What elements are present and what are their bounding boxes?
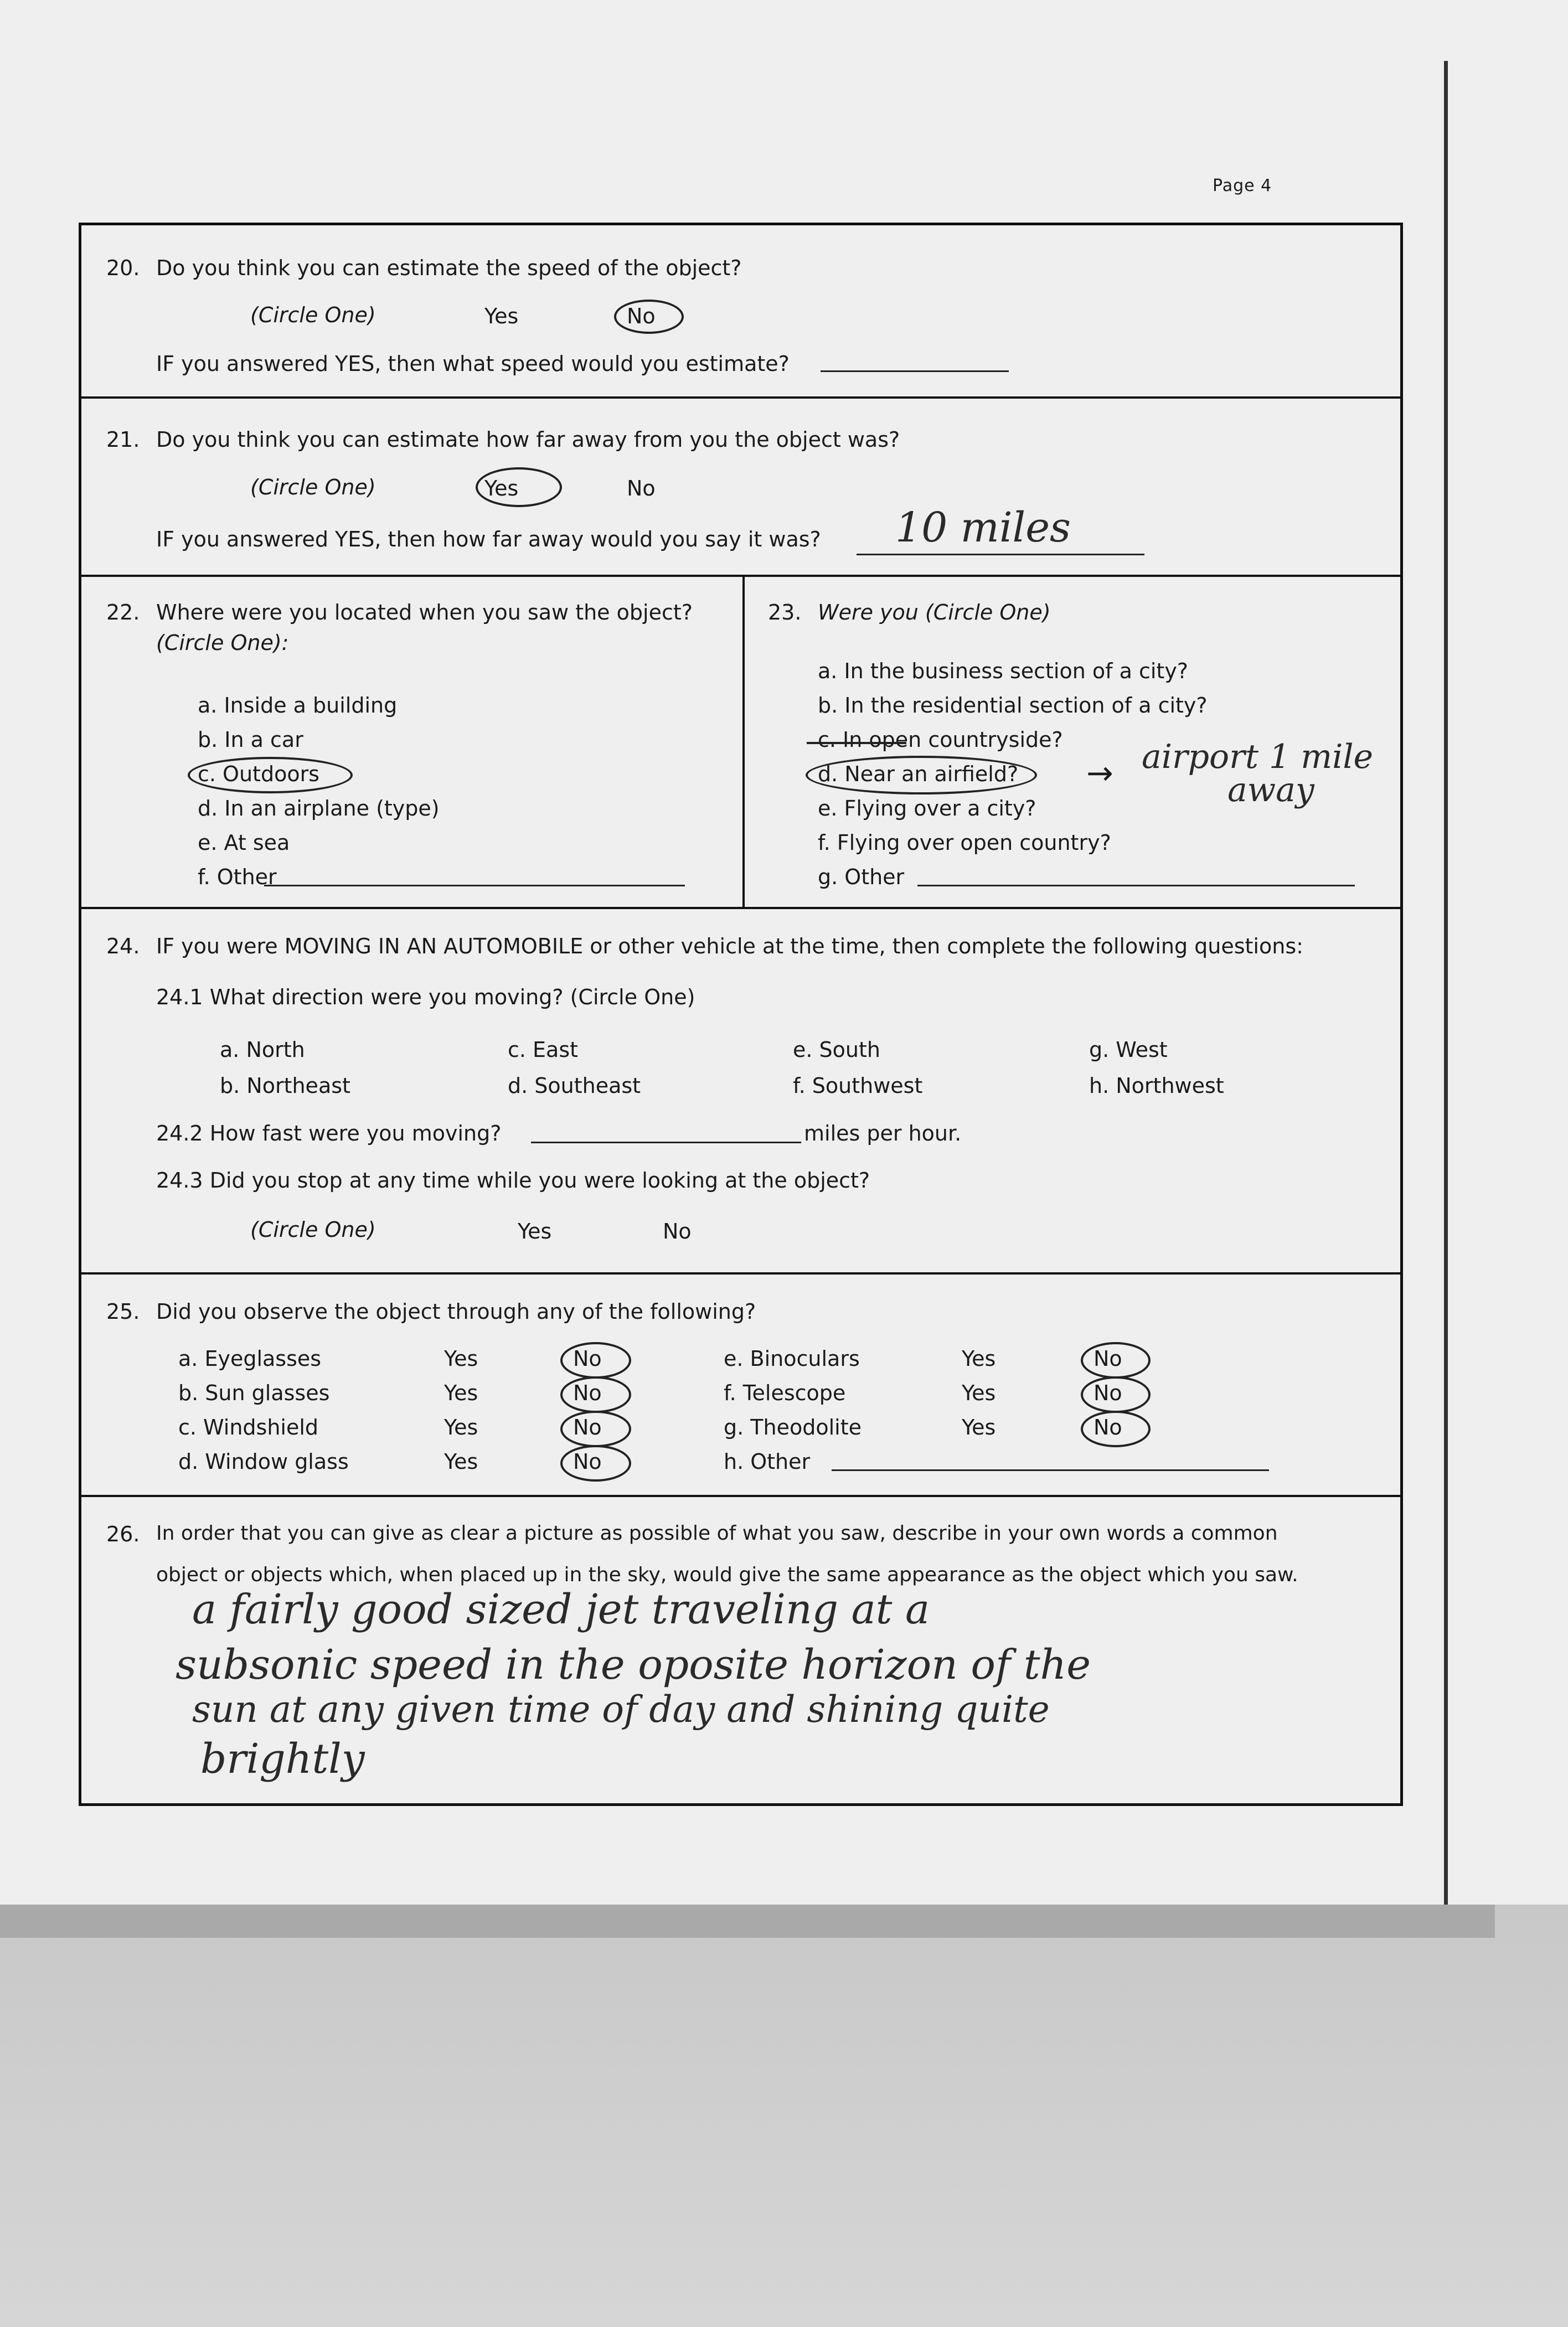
q24-intro: IF you were MOVING IN AN AUTOMOBILE or other vehicle at the time, then complete the following questions: [156, 934, 1303, 958]
q25-other: h. Other [724, 1449, 811, 1474]
q20-speed-field[interactable] [821, 370, 1009, 372]
q25-a-no-circle [560, 1342, 631, 1379]
q25-f-no-circle [1081, 1376, 1151, 1413]
question-26 [81, 1497, 1400, 1803]
q25-g-no[interactable]: No [1094, 1415, 1122, 1439]
q24-direction-south[interactable]: e. South [793, 1038, 880, 1062]
question-24 [81, 909, 1400, 1275]
q25-telescope: f. Telescope [724, 1381, 846, 1405]
q24-direction-southwest[interactable]: f. Southwest [793, 1074, 923, 1098]
q24-2-speed-field[interactable] [531, 1142, 801, 1143]
q21-yes-circle [476, 467, 562, 507]
q24-direction-southeast[interactable]: d. Southeast [508, 1074, 641, 1098]
q21-number: 21. [106, 427, 140, 452]
q24-number: 24. [106, 934, 140, 958]
q26-answer-line3: sun at any given time of day and shining quite [192, 1688, 1050, 1731]
scan-background [0, 1905, 1568, 2327]
q24-direction-west[interactable]: g. West [1089, 1038, 1168, 1062]
q25-number: 25. [106, 1299, 140, 1324]
q25-question: Did you observe the object through any of the following? [156, 1299, 756, 1324]
q25-g-no-circle [1081, 1411, 1151, 1447]
q20-no[interactable]: No [627, 304, 656, 328]
q20-yes[interactable]: Yes [484, 304, 519, 328]
q23-note-line2: away [1227, 771, 1314, 809]
q25-a-yes[interactable]: Yes [444, 1346, 478, 1371]
q22-number: 22. [106, 600, 140, 625]
q22-question: Where were you located when you saw the object? [156, 600, 693, 625]
q24-3-question: 24.3 Did you stop at any time while you were looking at the object? [156, 1168, 870, 1193]
q23-option-d-circle [806, 756, 1037, 794]
q23-option-c-strike [807, 742, 906, 744]
q23-option-e[interactable]: e. Flying over a city? [818, 796, 1036, 821]
question-21 [81, 399, 1400, 577]
column-divider [742, 577, 745, 907]
page-label: Page 4 [1213, 176, 1272, 195]
q22-other-field[interactable] [264, 885, 685, 886]
q21-yes[interactable]: Yes [484, 476, 519, 501]
q24-direction-northeast[interactable]: b. Northeast [220, 1074, 350, 1098]
q25-c-no[interactable]: No [573, 1415, 602, 1439]
q25-a-no[interactable]: No [573, 1346, 602, 1371]
q25-d-no-circle [560, 1445, 631, 1482]
q23-note-arrow: → [1086, 754, 1113, 792]
q24-3-yes[interactable]: Yes [518, 1219, 552, 1244]
scan-shadow [0, 1905, 1495, 1938]
q21-circle-one: (Circle One) [250, 475, 376, 499]
q25-eyeglasses: a. Eyeglasses [178, 1346, 322, 1371]
questionnaire-form [79, 223, 1403, 1806]
q24-direction-east[interactable]: c. East [508, 1038, 579, 1062]
q22-option-b[interactable]: b. In a car [198, 727, 303, 752]
q26-answer-line2: subsonic speed in the oposite horizon of the [176, 1641, 1091, 1689]
q23-option-g[interactable]: g. Other [818, 865, 905, 889]
q26-question-line2: object or objects which, when placed up in the sky, would give the same appearance as the object which you saw. [156, 1564, 1298, 1586]
sheet-edge [1444, 61, 1448, 1910]
q22-option-c-circle [188, 757, 353, 793]
q21-no[interactable]: No [627, 476, 656, 501]
q25-e-no[interactable]: No [1094, 1346, 1122, 1371]
q21-distance-field[interactable] [857, 554, 1144, 555]
q20-no-circle [614, 300, 684, 334]
q25-e-yes[interactable]: Yes [962, 1346, 996, 1371]
q25-binoculars: e. Binoculars [724, 1346, 860, 1371]
q25-d-yes[interactable]: Yes [444, 1449, 478, 1474]
q22-circle-one: (Circle One): [156, 631, 289, 655]
q24-1-question: 24.1 What direction were you moving? (Circle One) [156, 985, 695, 1009]
q22-option-f[interactable]: f. Other [198, 865, 277, 889]
q25-d-no[interactable]: No [573, 1449, 602, 1474]
q26-number: 26. [106, 1522, 140, 1546]
q21-followup: IF you answered YES, then how far away would you say it was? [156, 527, 821, 551]
q20-circle-one: (Circle One) [250, 303, 376, 327]
q25-c-no-circle [560, 1411, 631, 1447]
q22-option-d[interactable]: d. In an airplane (type) [198, 796, 440, 821]
q23-option-d[interactable]: d. Near an airfield? [818, 762, 1019, 786]
q23-option-f[interactable]: f. Flying over open country? [818, 830, 1111, 855]
q23-option-a[interactable]: a. In the business section of a city? [818, 659, 1188, 683]
question-25 [81, 1275, 1400, 1497]
q26-answer-line4: brightly [200, 1735, 365, 1783]
q24-3-no[interactable]: No [663, 1219, 692, 1244]
q25-window-glass: d. Window glass [178, 1449, 349, 1474]
q20-number: 20. [106, 256, 140, 280]
question-20 [81, 225, 1400, 399]
q23-option-b[interactable]: b. In the residential section of a city? [818, 693, 1208, 718]
q25-sunglasses: b. Sun glasses [178, 1381, 330, 1405]
q24-3-circle-one: (Circle One) [250, 1217, 376, 1242]
q25-g-yes[interactable]: Yes [962, 1415, 996, 1439]
q23-other-field[interactable] [917, 885, 1355, 886]
q22-option-e[interactable]: e. At sea [198, 830, 290, 855]
q26-question-line1: In order that you can give as clear a picture as possible of what you saw, describe in your own words a common [156, 1522, 1278, 1545]
q25-b-yes[interactable]: Yes [444, 1381, 478, 1405]
q25-b-no-circle [560, 1376, 631, 1413]
q25-windshield: c. Windshield [178, 1415, 319, 1439]
q25-theodolite: g. Theodolite [724, 1415, 862, 1439]
q24-2-suffix: miles per hour. [804, 1121, 962, 1146]
q23-question: Were you (Circle One) [818, 600, 1051, 625]
q26-answer-line1: a fairly good sized jet traveling at a [192, 1586, 930, 1633]
q24-2-question: 24.2 How fast were you moving? [156, 1121, 502, 1146]
q23-option-c[interactable]: c. In open countryside? [818, 727, 1063, 752]
q23-note-line1: airport 1 mile [1142, 737, 1374, 776]
q21-question: Do you think you can estimate how far away from you the object was? [156, 427, 900, 452]
q25-other-field[interactable] [832, 1469, 1269, 1471]
q23-number: 23. [768, 600, 802, 625]
q24-direction-northwest[interactable]: h. Northwest [1089, 1074, 1224, 1098]
q21-handwritten-answer: 10 miles [895, 504, 1071, 551]
question-22-23 [81, 577, 1400, 909]
q24-direction-north[interactable]: a. North [220, 1038, 305, 1062]
q20-question: Do you think you can estimate the speed of the object? [156, 256, 742, 280]
q20-followup: IF you answered YES, then what speed would you estimate? [156, 352, 790, 376]
q25-e-no-circle [1081, 1342, 1151, 1379]
q25-f-no[interactable]: No [1094, 1381, 1122, 1405]
q25-b-no[interactable]: No [573, 1381, 602, 1405]
q25-f-yes[interactable]: Yes [962, 1381, 996, 1405]
q25-c-yes[interactable]: Yes [444, 1415, 478, 1439]
q22-option-a[interactable]: a. Inside a building [198, 693, 398, 718]
q22-option-c[interactable]: c. Outdoors [198, 762, 319, 786]
